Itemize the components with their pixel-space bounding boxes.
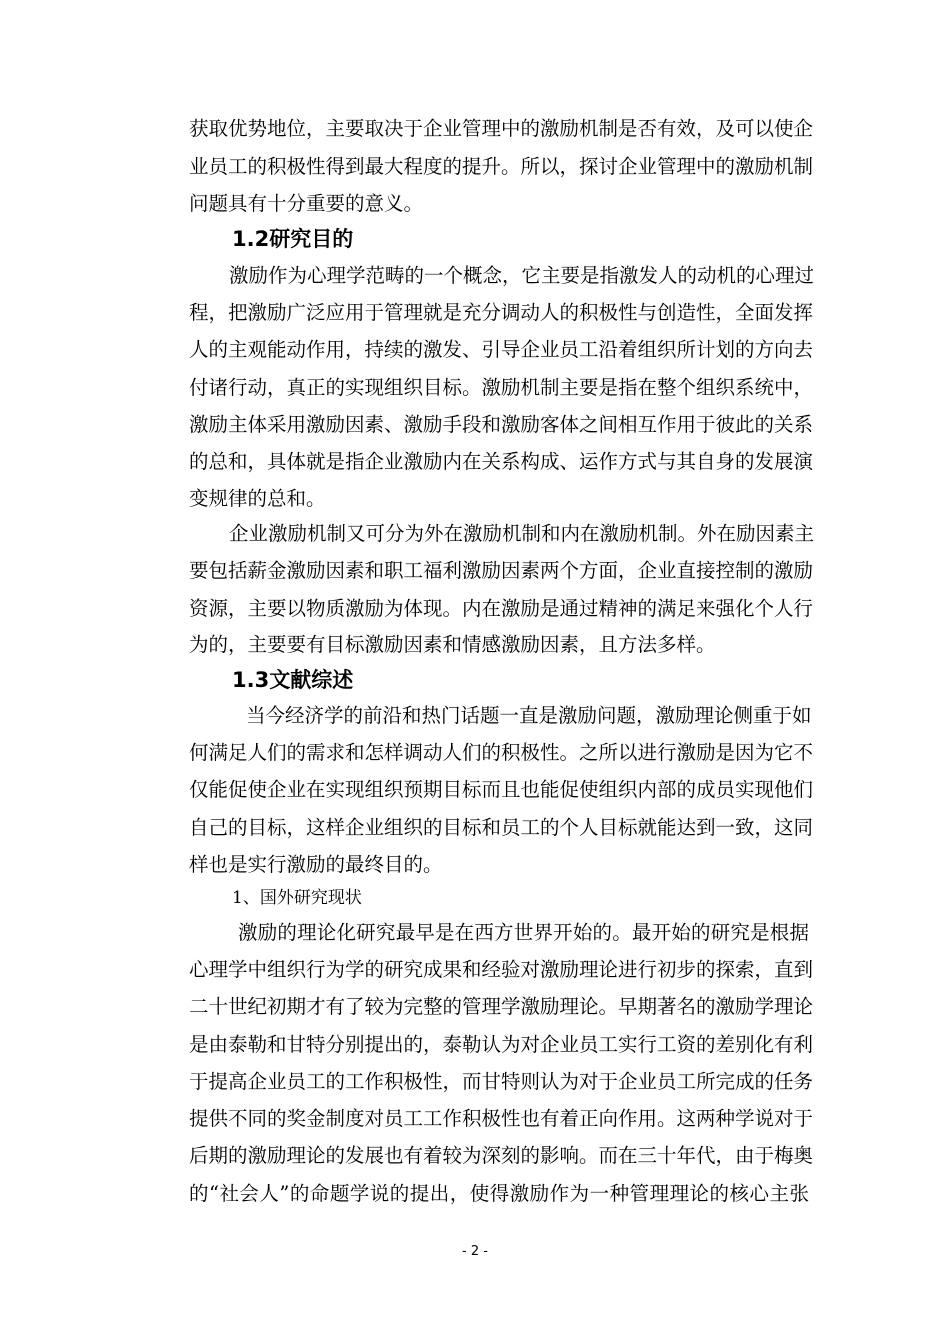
paragraph-line: 仅能促使企业在实现组织预期目标而且也能促使组织内部的成员实现他们	[189, 778, 814, 801]
paragraph-line: 激励作为心理学范畴的一个概念，它主要是指激发人的动机的心理过	[229, 264, 815, 287]
intro-line: 问题具有十分重要的意义。	[189, 192, 424, 215]
intro-line: 业员工的积极性得到最大程度的提升。所以，探讨企业管理中的激励机制	[189, 155, 814, 178]
paragraph-line: 企业激励机制又可分为外在激励机制和内在激励机制。外在励因素主	[229, 522, 815, 545]
paragraph-line: 何满足人们的需求和怎样调动人们的积极性。之所以进行激励是因为它不	[189, 741, 814, 764]
paragraph-line: 要包括薪金激励因素和职工福利激励因素两个方面，企业直接控制的激励	[189, 559, 814, 582]
paragraph-line: 二十世纪初期才有了较为完整的管理学激励理论。早期著名的激励学理论	[189, 995, 814, 1018]
paragraph-line: 激励的理论化研究最早是在西方世界开始的。最开始的研究是根据	[238, 921, 809, 944]
paragraph-line: 付诸行动，真正的实现组织目标。激励机制主要是指在整个组织系统中，	[189, 376, 814, 399]
paragraph-line: 的“社会人”的命题学说的提出，使得激励作为一种管理理论的核心主张	[189, 1182, 809, 1205]
paragraph-line: 程，把激励广泛应用于管理就是充分调动人的积极性与创造性，全面发挥	[189, 301, 814, 324]
page-number: - 2 -	[462, 1244, 488, 1259]
paragraph-line: 后期的激励理论的发展也有着较为深刻的影响。而在三十年代，由于梅奥	[189, 1144, 814, 1167]
paragraph-line: 样也是实行激励的最终目的。	[189, 853, 443, 876]
paragraph-line: 为的，主要要有目标激励因素和情感激励因素，且方法多样。	[189, 633, 716, 656]
subsection-heading: 1、国外研究现状	[232, 888, 362, 908]
paragraph-line: 的总和，具体就是指企业激励内在关系构成、运作方式与其自身的发展演	[189, 450, 814, 473]
paragraph-line: 于提高企业员工的工作积极性，而甘特则认为对于企业员工所完成的任务	[189, 1070, 814, 1093]
paragraph-line: 是由泰勒和甘特分别提出的，泰勒认为对企业员工实行工资的差别化有利	[189, 1033, 814, 1056]
paragraph-line: 资源，主要以物质激励为体现。内在激励是通过精神的满足来强化个人行	[189, 597, 814, 620]
paragraph-line: 自己的目标，这样企业组织的目标和员工的个人目标就能达到一致，这同	[189, 816, 814, 839]
paragraph-line: 变规律的总和。	[189, 487, 326, 510]
section-heading-1-3: 1.3文献综述	[232, 668, 354, 692]
paragraph-line: 当今经济学的前沿和热门话题一直是激励问题，激励理论侧重于如	[246, 704, 812, 727]
paragraph-line: 心理学中组织行为学的研究成果和经验对激励理论进行初步的探索，直到	[189, 958, 814, 981]
intro-line: 获取优势地位，主要取决于企业管理中的激励机制是否有效，及可以使企	[189, 117, 814, 140]
paragraph-line: 激励主体采用激励因素、激励手段和激励客体之间相互作用于彼此的关系	[189, 413, 814, 436]
paragraph-line: 提供不同的奖金制度对员工工作积极性也有着正向作用。这两种学说对于	[189, 1107, 814, 1130]
paragraph-line: 人的主观能动作用，持续的激发、引导企业员工沿着组织所计划的方向去	[189, 338, 814, 361]
section-heading-1-2: 1.2研究目的	[232, 227, 354, 251]
